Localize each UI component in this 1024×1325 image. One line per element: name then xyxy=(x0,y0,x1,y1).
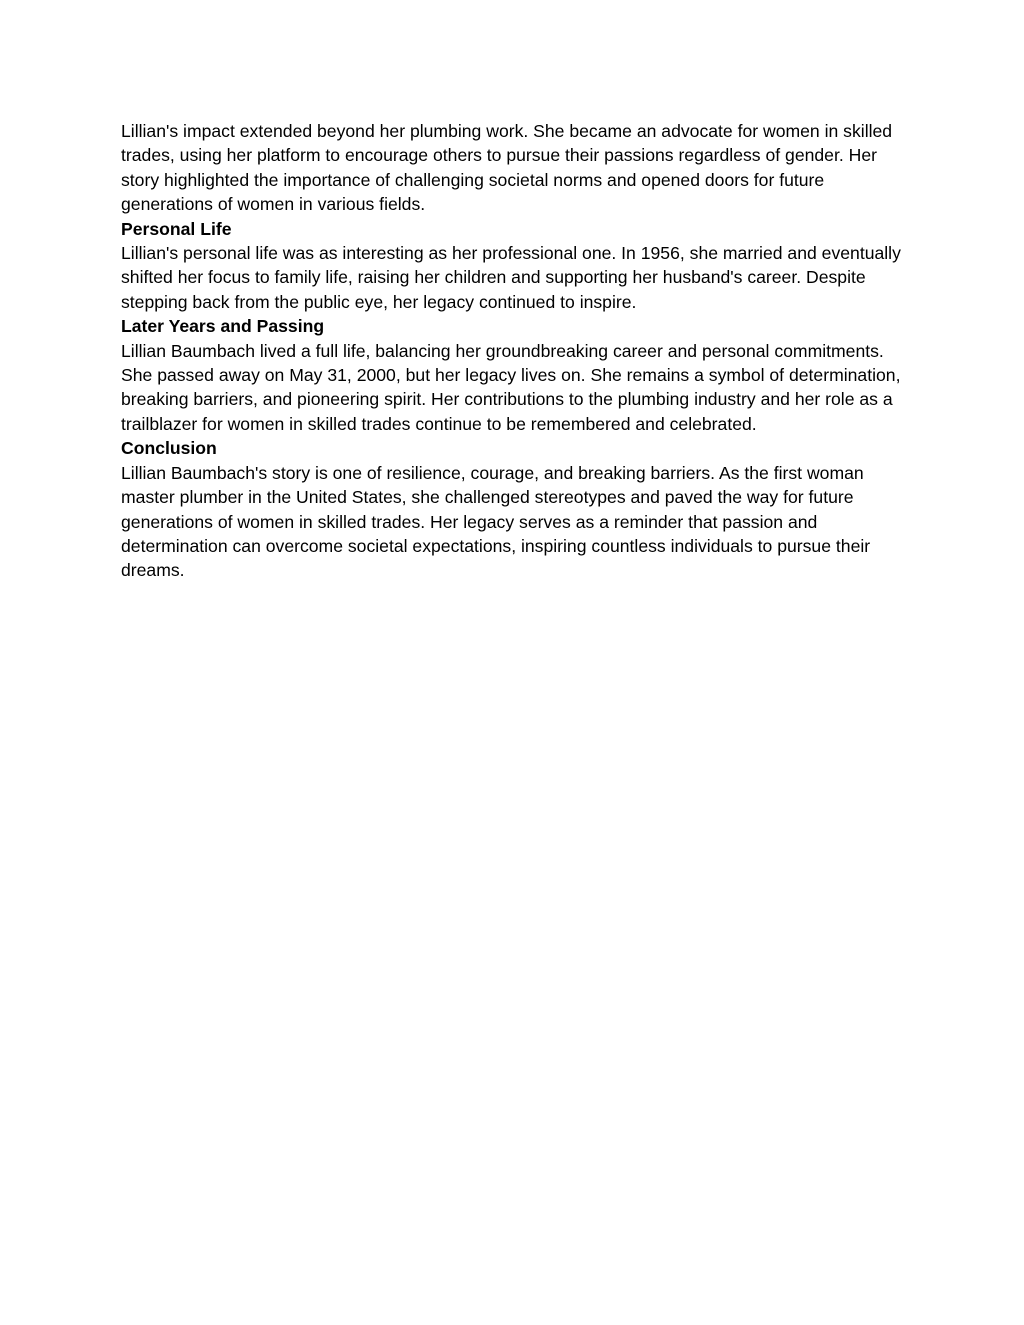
paragraph-impact: Lillian's impact extended beyond her plumbing work. She became an advocate for women in skilled trades, using her platform to encourage others to pursue their passions regardless of gender. Her story highlighted the importance of challenging societal norms and opened doors for future generations of women in various fields. xyxy=(121,121,893,215)
paragraph-later-years: Lillian Baumbach lived a full life, balancing her groundbreaking career and personal commitments. She passed away on May 31, 2000, but her legacy lives on. She remains a symbol of determination, breaking barriers, and pioneering spirit. Her contributions to the plumbing industry and her role as a trailblazer for women in skilled trades continue to be remembered and celebrated. xyxy=(121,340,901,434)
heading-later-years: Later Years and Passing xyxy=(121,316,325,337)
heading-personal-life: Personal Life xyxy=(121,218,232,239)
document-body xyxy=(121,119,911,583)
paragraph-conclusion: Lillian Baumbach's story is one of resilience, courage, and breaking barriers. As the first woman master plumber in the United States, she challenged stereotypes and paved the way for future generations of women in skilled trades. Her legacy serves as a reminder that passion and determination can overcome societal expectations, inspiring countless individuals to pursue their dreams. xyxy=(121,462,871,581)
heading-conclusion: Conclusion xyxy=(121,438,217,459)
paragraph-personal-life: Lillian's personal life was as interesting as her professional one. In 1956, she married and eventually shifted her focus to family life, raising her children and supporting her husband's career. Despite stepping back from the public eye, her legacy continued to inspire. xyxy=(121,243,901,312)
